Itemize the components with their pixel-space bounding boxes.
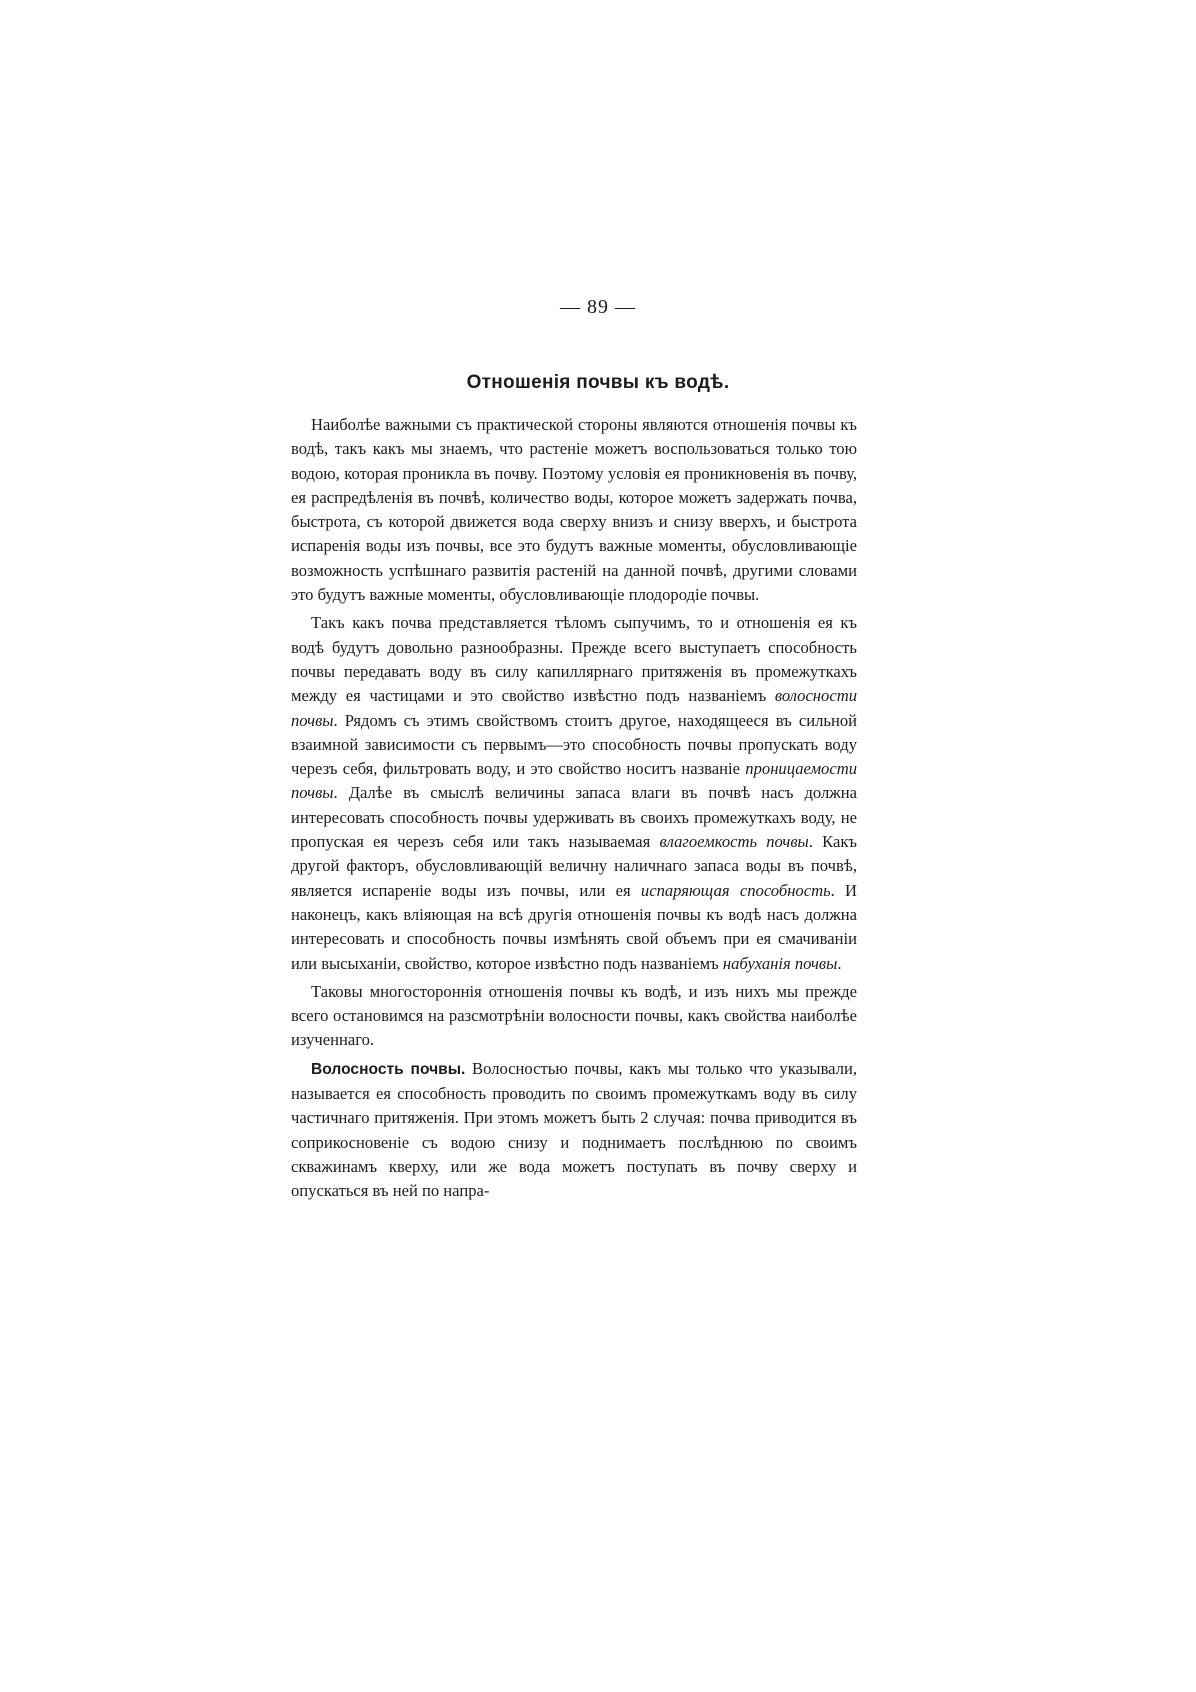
italic-term: проницаемости почвы <box>291 759 857 803</box>
paragraph-4 <box>291 1057 857 1204</box>
section-heading: Отношенія почвы къ водѣ. <box>466 372 730 393</box>
text-run: . Далѣе въ смыслѣ величины запаса влаги въ почвѣ насъ должна интересовать способность почвы удерживать въ своихъ промежуткахъ воду, не пропуская ея черезъ себя или такъ называемая <box>291 783 857 852</box>
paragraph-3 <box>291 980 857 1053</box>
text-run: Таковы многостороннія отношенія почвы къ водѣ, и изъ нихъ мы прежде всего остановимся на разсмотрѣніи волосности почвы, какъ свойства наиболѣе изученнаго. <box>291 981 857 1050</box>
text-run: . Какъ другой факторъ, обусловливающій величну наличнаго запаса воды въ почвѣ, является испареніе воды изъ почвы, или ея <box>291 832 857 900</box>
italic-term: влагоемкость почвы <box>659 832 809 852</box>
text-run: Волосностью почвы, какъ мы только что указывали, называется ея способность проводить по своимъ промежуткамъ воду въ силу частичнаго притяженія. При этомъ можетъ быть 2 случая: почва приводится въ соприкосновеніе съ водою снизу и поднимаетъ послѣднюю по своимъ скважинамъ кверху, или же вода можетъ поступать въ почву сверху и опускаться въ ней по напра- <box>291 1058 858 1201</box>
run-in-heading: Волосность почвы. <box>311 1060 466 1078</box>
text-run: Такъ какъ почва представляется тѣломъ сыпучимъ, то и отношенія ея къ водѣ будутъ довольно разнообразны. Прежде всего выступаетъ способность почвы передавать воду въ силу капиллярнаго притяженія въ промежуткахъ между ея частицами и это свойство извѣстно подъ названіемъ <box>291 613 857 706</box>
page-number: — 89 — <box>560 296 636 318</box>
text-run: . И наконецъ, какъ вліяющая на всѣ другія отношенія почвы къ водѣ насъ должна интересовать и способность почвы измѣнять свой объемъ при ея смачиваніи или высыханіи, свойство, которое извѣстно подъ названіемъ <box>291 880 858 973</box>
italic-term: набуханія почвы <box>722 953 838 973</box>
italic-term: испаряющая способность <box>640 880 831 900</box>
body-text <box>291 413 857 1208</box>
text-run: Наиболѣе важными съ практической стороны являются отношенія почвы къ водѣ, такъ какъ мы знаемъ, что растеніе можетъ воспользоваться только тою водою, которая проникла въ почву. Поэтому условія ея проникновенія въ почву, ея распредѣленія въ почвѣ, количество воды, которое можетъ задержать почва, быстрота, съ которой движется вода сверху внизъ и снизу вверхъ, и быстрота испаренія воды изъ почвы, все это будутъ важные моменты, обусловливающіе возможность успѣшнаго развитія растеній на данной почвѣ, другими словами это будутъ важные моменты, обусловливающіе плодородіе почвы. <box>291 415 857 605</box>
paragraph-1 <box>291 413 857 607</box>
text-run: . Рядомъ съ этимъ свойствомъ стоитъ другое, находящееся въ сильной взаимной зависимости съ первымъ—это способность почвы пропускать воду черезъ себя, фильтровать воду, и это свойство носитъ названіе <box>291 710 857 779</box>
paragraph-2 <box>291 611 857 975</box>
italic-term: волосности почвы <box>291 686 857 730</box>
text-run: . <box>837 953 842 973</box>
